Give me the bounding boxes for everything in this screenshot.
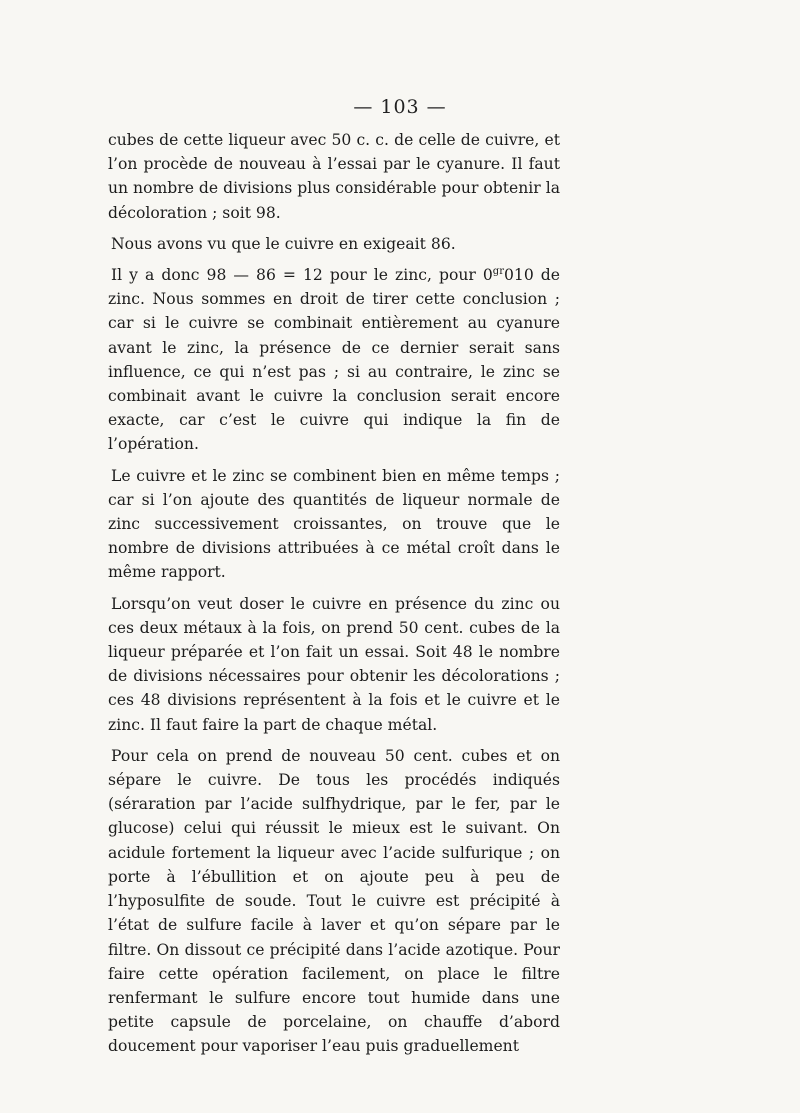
page-number: — 103 —: [353, 96, 447, 118]
paragraph-6: Pour cela on prend de nouveau 50 cent. cubes et on sépare le cuivre. De tous les procédés indiqués (séraration par l’acide sulfhydrique, par le fer, par le glucose) celui qui réussit le mieux est le suivant. On acidule fortement la liqueur avec l’acide sulfurique ; on porte à l’ébullition et on ajoute peu à peu de l’hyposulfite de soude. Tout le cuivre est précipité à l’état de sulfure facile à laver et qu’on sépare par le filtre. On dissout ce précipité dans l’acide azotique. Pour faire cette opération facilement, on place le filtre renfermant le sulfure encore tout humide dans une petite capsule de porcelaine, on chauffe d’abord doucement pour vaporiser l’eau puis graduellement: [108, 746, 560, 1056]
paragraph-3-before-superscript: Il y a donc 98 — 86 = 12 pour le zinc, pour 0: [111, 266, 493, 285]
paragraph-3-after-superscript: 010 de zinc. Nous sommes en droit de tirer cette conclusion ; car si le cuivre se combinait entièrement au cyanure avant le zinc, la présence de ce dernier serait sans influence, ce qui n’est pas ; si au contraire, le zinc se combinait avant le cuivre la conclusion serait encore exacte, car c’est le cuivre qui indique la fin de l’opération.: [108, 266, 560, 454]
paragraph-5: Lorsqu’on veut doser le cuivre en présence du zinc ou ces deux métaux à la fois, on prend 50 cent. cubes de la liqueur préparée et l’on fait un essai. Soit 48 le nombre de divisions nécessaires pour obtenir les décolorations ; ces 48 divisions représentent à la fois et le cuivre et le zinc. Il faut faire la part de chaque métal.: [108, 594, 560, 734]
gram-superscript: gr: [492, 265, 504, 277]
paragraph-1: cubes de cette liqueur avec 50 c. c. de celle de cuivre, et l’on procède de nouveau à l’essai par le cyanure. Il faut un nombre de divisions plus considérable pour obtenir la décoloration ; soit 98.: [108, 131, 560, 222]
paragraph-4: Le cuivre et le zinc se combinent bien en même temps ; car si l’on ajoute des quantités de liqueur normale de zinc successivement croissantes, on trouve que le nombre de divisions attribuées à ce métal croît dans le même rapport.: [108, 466, 560, 582]
paragraph-3: [108, 263, 560, 457]
paragraph-2: Nous avons vu que le cuivre en exigeait 86.: [111, 234, 456, 253]
body-text: [108, 128, 560, 1066]
